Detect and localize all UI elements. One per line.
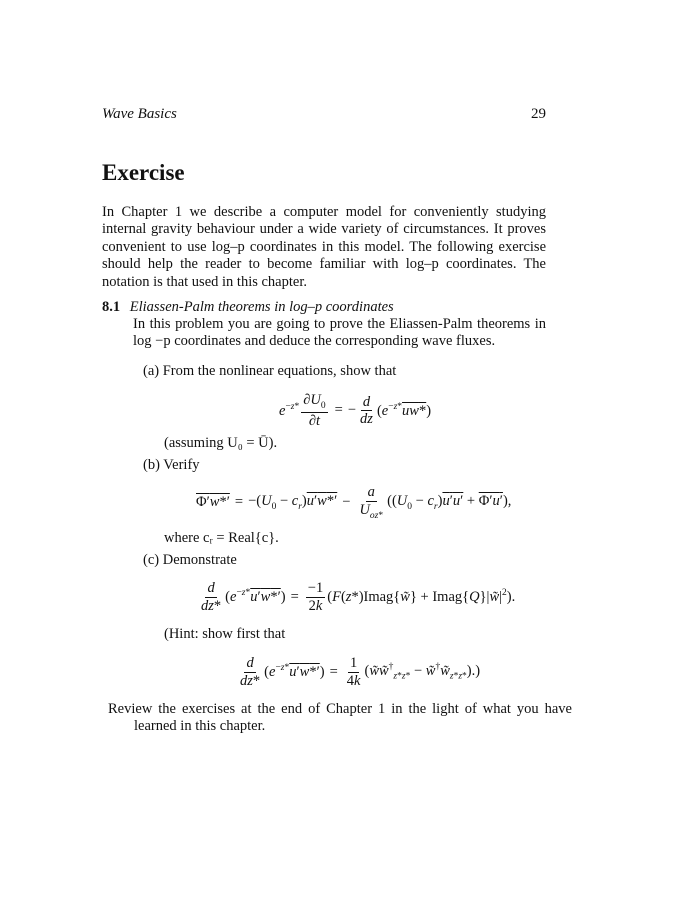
equation-c: $\frac{d}{dz*}$ $(e^{-z*}u'w*')$ = $\frac{-1}{2k}$ (F(z*)Imag{w̃} + $Imag\{Q\}|w̃|^2$). (201, 580, 516, 614)
page-number: 29 (531, 106, 546, 122)
section-heading: Exercise (102, 160, 185, 185)
part-c-text: Demonstrate (162, 552, 237, 568)
equation-hint: $\frac{d}{dz*}$ $(e^{-z*}u'w*')$ = $\frac{1}{4k}$ ($w̃w̃^\dagger_{z*z*}$ − $w̃^\dagger w̃_{z*z*}$).) (240, 655, 481, 689)
exercise-number: 8.1 (102, 299, 121, 315)
part-a-note: (assuming U₀ = Ū). (164, 435, 278, 451)
equation-b: Φ′w*′ = $-(U_0 - c_r)u'w*'$ − $\frac{a}{U_{oz*}}$ $((U_0 - c_r)u'u' + \Phi'u')$, (196, 484, 512, 521)
part-c-note: (Hint: show first that (164, 626, 286, 642)
running-head (102, 106, 546, 123)
part-b-note: where cᵣ = Real{c}. (164, 530, 279, 546)
part-b-label: (b) (143, 457, 160, 473)
part-a-text: From the nonlinear equations, show that (162, 363, 397, 379)
part-b-text: Verify (163, 457, 200, 473)
closing-paragraph: Review the exercises at the end of Chapter 1 in the light of what you have learned in this chapter. (108, 701, 572, 735)
part-b (143, 457, 200, 474)
exercise-heading (102, 299, 546, 316)
exercise-title: Eliassen-Palm theorems in log–p coordinates (129, 299, 394, 315)
part-a (143, 363, 396, 380)
part-c (143, 552, 237, 569)
running-title: Wave Basics (102, 106, 177, 122)
part-a-label: (a) (143, 363, 160, 379)
intro-paragraph: In Chapter 1 we describe a computer model for conveniently studying internal gravity behaviour under a wide variety of circumstances. It proves convenient to use log–p coordinates in this model. The following exercise should help the reader to become familiar with log–p coordinates. The notation is that used in this chapter. (102, 204, 546, 290)
equation-a: $e^{-z*}$ $\frac{\partial U_0}{\partial t}$ = − $\frac{d}{dz}$ $(e^{-z*}uw*)$ (279, 392, 432, 429)
exercise-description: In this problem you are going to prove the Eliassen-Palm theorems in log −p coordinates and deduce the corresponding wave fluxes. (133, 316, 546, 350)
part-c-label: (c) (143, 552, 160, 568)
